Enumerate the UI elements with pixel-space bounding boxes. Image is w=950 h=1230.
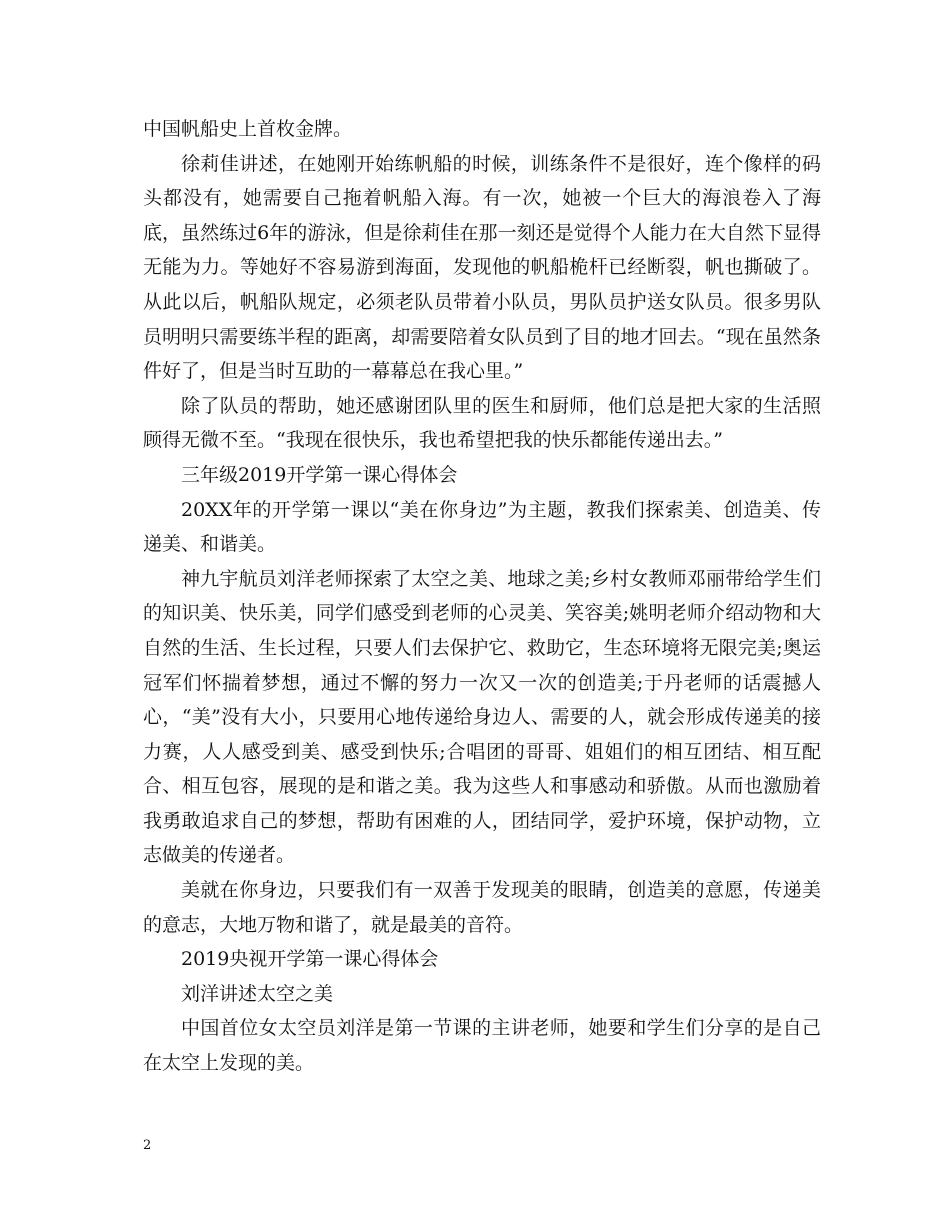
paragraph-4: 20XX年的开学第一课以“美在你身边”为主题，教我们探索美、创造美、传递美、和谐美。 — [143, 498, 821, 556]
section-heading-1: 三年级2019开学第一课心得体会 — [181, 463, 458, 486]
section-subheading: 刘洋讲述太空之美 — [181, 982, 334, 1005]
paragraph-1: 中国帆船史上首枚金牌。 — [143, 118, 353, 140]
paragraph-2: 徐莉佳讲述，在她刚开始练帆船的时候，训练条件不是很好，连个像样的码头都没有，她需要自己拖着帆船入海。有一次，她被一个巨大的海浪卷入了海底，虽然练过6年的游泳，但是徐莉佳在那一刻还是觉得个人能力在大自然下显得无能为力。等她好不容易游到海面，发现他的帆船桅杆已经断裂，帆也撕破了。从此以后，帆船队规定，必须老队员带着小队员，男队员护送女队员。很多男队员明明只需要练半程的距离，却需要陪着女队员到了目的地才回去。“现在虽然条件好了，但是当时互助的一幕幕总在我心里。” — [143, 152, 821, 383]
paragraph-5: 神九宇航员刘洋老师探索了太空之美、地球之美;乡村女教师邓丽带给学生们的知识美、快乐美，同学们感受到老师的心灵美、笑容美;姚明老师介绍动物和大自然的生活、生长过程，只要人们去保护它、救助它，生态环境将无限完美;奥运冠军们怀揣着梦想，通过不懈的努力一次又一次的创造美;于丹老师的话震撼人心，“美”没有大小，只要用心地传递给身边人、需要的人，就会形成传递美的接力赛，人人感受到美、感受到快乐;合唱团的哥哥、姐姐们的相互团结、相互配合、相互包容，展现的是和谐之美。我为这些人和事感动和骄傲。从而也激励着我勇敢追求自己的梦想，帮助有困难的人，团结同学，爱护环境，保护动物，立志做美的传递者。 — [143, 567, 821, 867]
paragraph-7: 中国首位女太空员刘洋是第一节课的主讲老师，她要和学生们分享的是自己在太空上发现的美。 — [143, 1017, 821, 1075]
paragraph-3: 除了队员的帮助，她还感谢团队里的医生和厨师，他们总是把大家的生活照顾得无微不至。“我现在很快乐，我也希望把我的快乐都能传递出去。” — [143, 394, 821, 452]
section-heading-2: 2019央视开学第一课心得体会 — [181, 948, 439, 971]
page-number: 2 — [143, 1138, 152, 1153]
paragraph-6: 美就在你身边，只要我们有一双善于发现美的眼睛，创造美的意愿，传递美的意志，大地万物和谐了，就是最美的音符。 — [143, 879, 821, 936]
document-body — [143, 112, 821, 1081]
